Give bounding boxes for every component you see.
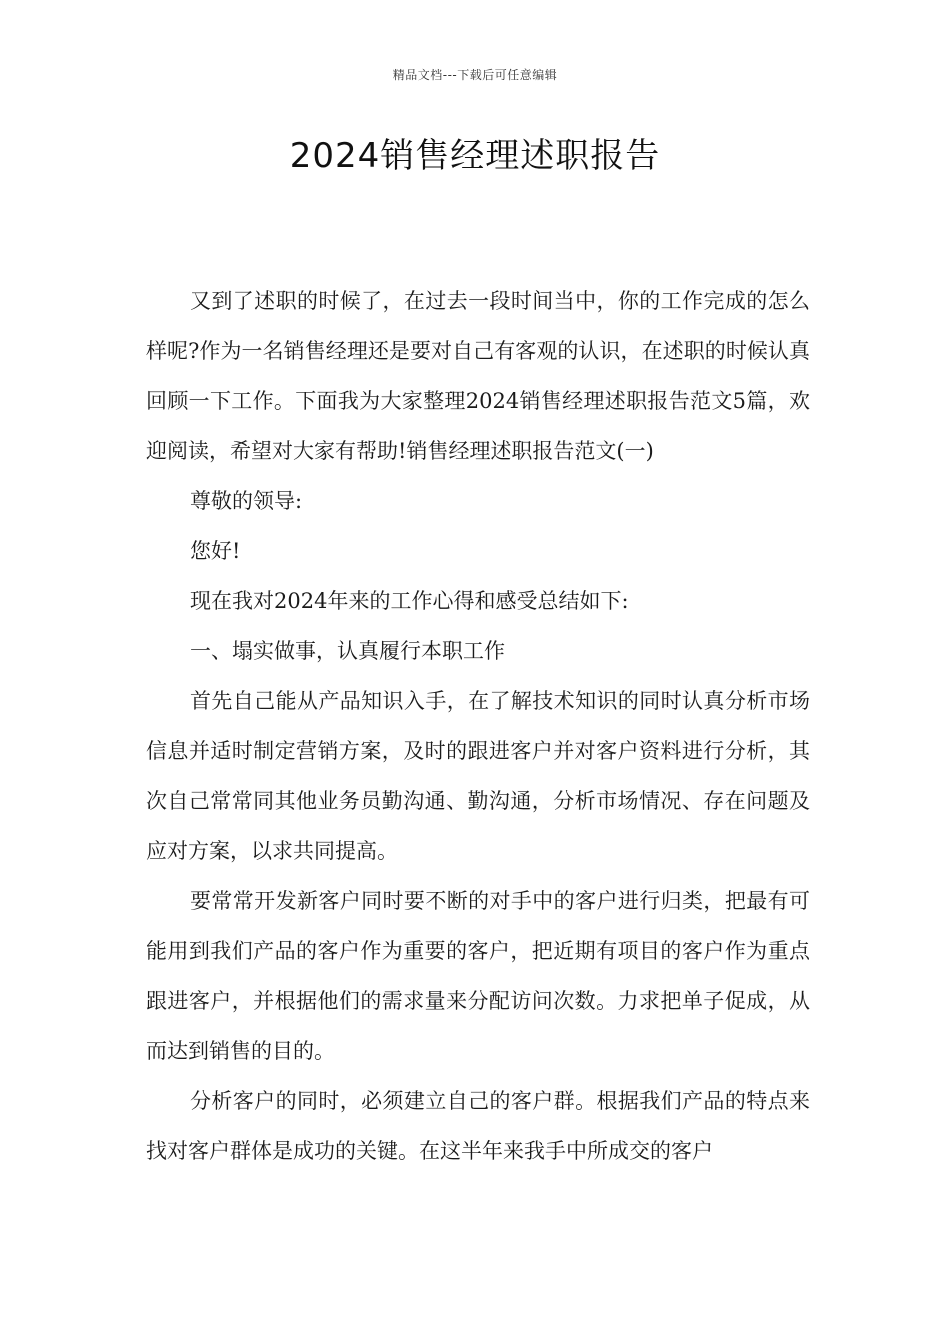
- paragraph-summary-intro: 现在我对2024年来的工作心得和感受总结如下:: [190, 589, 629, 613]
- page-title: 2024销售经理述职报告: [289, 136, 661, 176]
- paragraph-intro: 又到了述职的时候了，在过去一段时间当中，你的工作完成的怎么样呢?作为一名销售经理还是要对自己有客观的认识，在述职的时候认真回顾一下工作。下面我为大家整理2024销售经理述职报告范文5篇，欢迎阅读，希望对大家有帮助!销售经理述职报告范文(一): [146, 289, 810, 463]
- document-body: [146, 276, 810, 1176]
- paragraph-product-knowledge: 首先自己能从产品知识入手，在了解技术知识的同时认真分析市场信息并适时制定营销方案，及时的跟进客户并对客户资料进行分析，其次自己常常同其他业务员勤沟通、勤沟通，分析市场情况、存在问题及应对方案，以求共同提高。: [146, 689, 810, 863]
- paragraph-greeting: 您好!: [190, 539, 241, 563]
- header-note: 精品文档---下载后可任意编辑: [392, 68, 558, 82]
- paragraph-new-clients: 要常常开发新客户同时要不断的对手中的客户进行归类，把最有可能用到我们产品的客户作为重要的客户，把近期有项目的客户作为重点跟进客户，并根据他们的需求量来分配访问次数。力求把单子促成，从而达到销售的目的。: [146, 889, 810, 1063]
- section-heading-1: 一、塌实做事，认真履行本职工作: [190, 639, 505, 663]
- paragraph-salutation: 尊敬的领导:: [190, 489, 303, 513]
- paragraph-client-groups: 分析客户的同时，必须建立自己的客户群。根据我们产品的特点来找对客户群体是成功的关键。在这半年来我手中所成交的客户: [146, 1089, 810, 1163]
